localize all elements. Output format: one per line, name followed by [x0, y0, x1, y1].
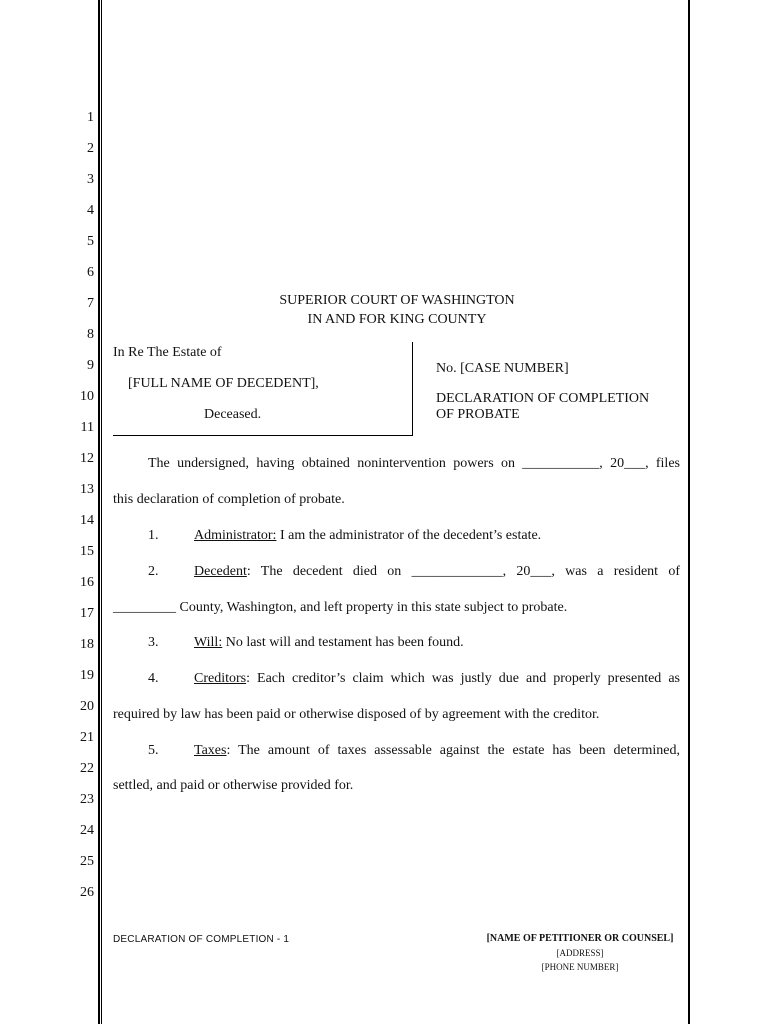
item-4-continuation: required by law has been paid or otherwise disposed of by agreement with the creditor.: [113, 707, 600, 722]
intro-line-1: The undersigned, having obtained nonintervention powers on ___________, 20___, files: [148, 456, 680, 471]
footer-contact-block: [470, 932, 690, 974]
line-number: 21: [80, 730, 94, 745]
footer-petitioner-name: [NAME OF PETITIONER OR COUNSEL]: [486, 933, 674, 944]
line-number: 13: [80, 482, 94, 497]
item-number: 4.: [148, 671, 159, 686]
document-title-line2: OF PROBATE: [436, 407, 520, 422]
item-number: 2.: [148, 564, 159, 579]
line-number: 8: [87, 327, 94, 342]
line-number: 2: [87, 141, 94, 156]
line-number: 11: [80, 420, 94, 435]
item-text: I am the administrator of the decedent’s estate.: [276, 528, 542, 543]
footer-address: [ADDRESS]: [556, 948, 604, 958]
line-number: 10: [80, 389, 94, 404]
line-number: 14: [80, 513, 94, 528]
line-number: 1: [87, 110, 94, 125]
item-5-continuation: settled, and paid or otherwise provided for.: [113, 778, 354, 793]
caption-vertical-rule: [412, 342, 413, 436]
item-2-continuation: _________ County, Washington, and left property in this state subject to probate.: [113, 600, 568, 615]
item-number: 1.: [148, 528, 159, 543]
line-number: 24: [80, 823, 94, 838]
line-number: 26: [80, 885, 94, 900]
item-5-paragraph: [194, 743, 680, 759]
item-heading: Will:: [194, 635, 223, 650]
estate-line: In Re The Estate of: [113, 345, 222, 360]
line-number: 5: [87, 234, 94, 249]
line-number: 17: [80, 606, 94, 621]
document-title-line1: DECLARATION OF COMPLETION: [436, 391, 650, 406]
item-text: : The amount of taxes assessable against the estate has been determined,: [226, 743, 680, 758]
caption-horizontal-rule: [113, 435, 413, 436]
item-number: 3.: [148, 635, 159, 650]
item-heading: Administrator:: [194, 528, 277, 543]
court-name: SUPERIOR COURT OF WASHINGTON: [279, 293, 515, 308]
line-number: 22: [80, 761, 94, 776]
line-number: 19: [80, 668, 94, 683]
line-number: 3: [87, 172, 94, 187]
line-number: 12: [80, 451, 94, 466]
footer-page-label: DECLARATION OF COMPLETION - 1: [113, 934, 290, 945]
decedent-name: [FULL NAME OF DECEDENT],: [128, 376, 319, 391]
left-margin-rule-inner: [101, 0, 102, 1024]
line-number: 15: [80, 544, 94, 559]
left-margin-rule: [98, 0, 100, 1024]
footer-phone: [PHONE NUMBER]: [541, 962, 619, 972]
intro-line-2: this declaration of completion of probate.: [113, 492, 345, 507]
item-1-paragraph: [194, 528, 541, 544]
item-heading: Taxes: [194, 743, 227, 758]
line-number: 9: [87, 358, 94, 373]
item-text: No last will and testament has been found.: [222, 635, 464, 650]
item-heading: Creditors: [194, 671, 247, 686]
right-margin-rule: [688, 0, 690, 1024]
item-heading: Decedent: [194, 564, 247, 579]
line-number: 6: [87, 265, 94, 280]
item-4-paragraph: [194, 671, 680, 687]
line-number: 23: [80, 792, 94, 807]
item-2-paragraph: [194, 564, 680, 580]
court-county: IN AND FOR KING COUNTY: [307, 312, 487, 327]
item-number: 5.: [148, 743, 159, 758]
item-text: : Each creditor’s claim which was justly due and properly presented as: [246, 671, 680, 686]
line-number: 18: [80, 637, 94, 652]
item-text: : The decedent died on _____________, 20___, was a resident of: [246, 564, 680, 579]
line-number: 7: [87, 296, 94, 311]
case-number: No. [CASE NUMBER]: [436, 361, 569, 376]
deceased-label: Deceased.: [204, 407, 262, 422]
line-number: 20: [80, 699, 94, 714]
line-number: 25: [80, 854, 94, 869]
item-3-paragraph: [194, 635, 464, 651]
line-number: 4: [87, 203, 94, 218]
line-number: 16: [80, 575, 94, 590]
